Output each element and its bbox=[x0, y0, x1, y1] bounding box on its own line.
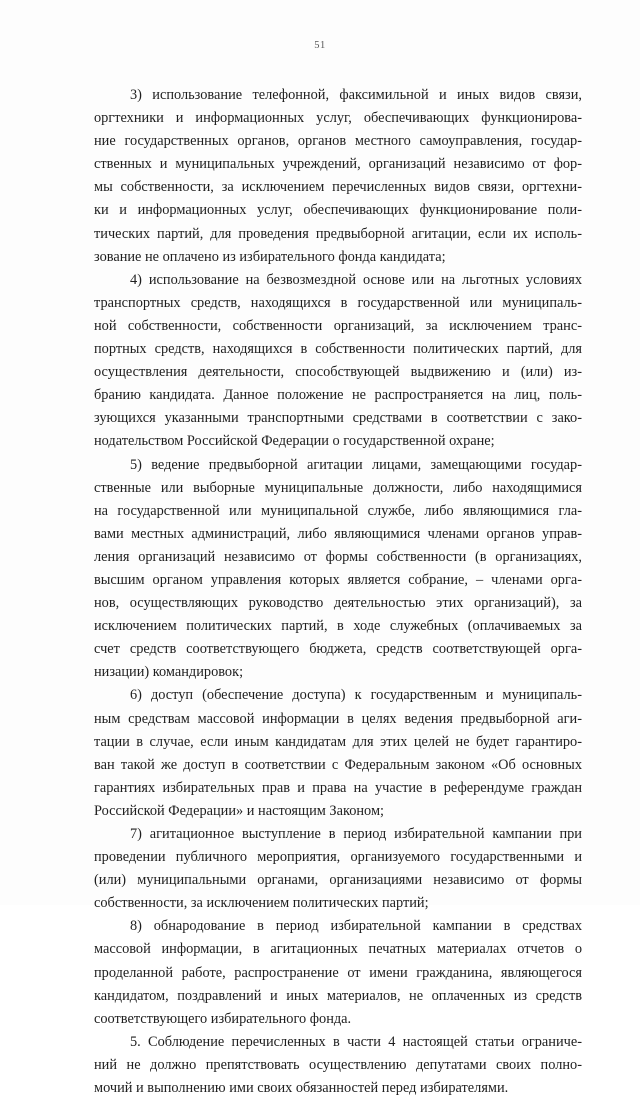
text-line: транспортных средств, находящихся в государственной или муниципаль- bbox=[94, 294, 582, 311]
paragraph-item-7 bbox=[94, 823, 582, 915]
paragraph-item-5 bbox=[94, 454, 582, 685]
text-line: исключением политических партий, в ходе служебных (оплачиваемых за bbox=[94, 618, 582, 635]
text-line: счет средств соответствующего бюджета, средств соответствующей орга- bbox=[94, 641, 582, 658]
paragraph-item-3 bbox=[94, 84, 582, 269]
text-line: тических партий, для проведения предвыборной агитации, если их исполь- bbox=[94, 225, 582, 242]
text-line: тации в случае, если иным кандидатам для этих целей не будет гарантиро- bbox=[94, 733, 582, 750]
text-line: ной собственности, собственности организаций, за исключением транс- bbox=[94, 317, 582, 334]
text-line: высшим органом управления которых является собрание, – членами орга- bbox=[94, 571, 582, 588]
text-line: 4) использование на безвозмездной основе или на льготных условиях bbox=[130, 271, 582, 288]
paragraph-item-8 bbox=[94, 915, 582, 1030]
text-line: кандидатом, поздравлений и иных материалов, не оплаченных из средств bbox=[94, 987, 582, 1004]
text-line: собственности, за исключением политических партий; bbox=[94, 895, 429, 912]
text-line: ние государственных органов, органов местного самоуправления, государ- bbox=[94, 133, 582, 150]
page-number: 51 bbox=[314, 40, 326, 51]
text-line: проделанной работе, распространение от имени гражданина, являющегося bbox=[94, 964, 582, 981]
text-line: ван такой же доступ в соответствии с Федеральным законом «Об основных bbox=[94, 756, 582, 773]
text-line: ным средствам массовой информации в целях ведения предвыборной аги- bbox=[94, 710, 582, 727]
text-line: зующихся указанными транспортными средствами в соответствии с зако- bbox=[94, 410, 582, 427]
text-line: мы собственности, за исключением перечисленных видов связи, оргтехни- bbox=[94, 179, 582, 196]
text-line: ственные или выборные муниципальные должности, либо находящимися bbox=[94, 479, 582, 496]
text-line: ственных и муниципальных учреждений, организаций независимо от фор- bbox=[94, 156, 582, 173]
text-line: на государственной или муниципальной службе, либо являющимися гла- bbox=[94, 502, 582, 519]
text-line: 8) обнародование в период избирательной кампании в средствах bbox=[130, 918, 582, 935]
document-body bbox=[94, 84, 582, 1100]
text-line: вами местных администраций, либо являющимися членами органов управ- bbox=[94, 525, 582, 542]
paragraph-item-4 bbox=[94, 269, 582, 454]
text-line: 7) агитационное выступление в период избирательной кампании при bbox=[130, 826, 582, 842]
text-line: 5. Соблюдение перечисленных в части 4 настоящей статьи ограниче- bbox=[130, 1033, 582, 1050]
text-line: массовой информации, в агитационных печатных материалах отчетов о bbox=[94, 941, 582, 958]
text-line: нодательством Российской Федерации о государственной охране; bbox=[94, 433, 495, 450]
text-line: портных средств, находящихся в собственности политических партий, для bbox=[94, 341, 582, 358]
text-line: ления организаций независимо от формы собственности (в организациях, bbox=[94, 548, 582, 565]
paragraph-item-6 bbox=[94, 684, 582, 823]
text-line: оргтехники и информационных услуг, обеспечивающих функционирова- bbox=[94, 110, 582, 127]
text-line: 6) доступ (обеспечение доступа) к государственным и муниципаль- bbox=[130, 687, 582, 704]
text-line: бранию кандидата. Данное положение не распространяется на лиц, поль- bbox=[94, 387, 582, 404]
text-line: низации) командировок; bbox=[94, 664, 244, 681]
text-line: мочий и выполнению ими своих обязанностей перед избирателями. bbox=[94, 1080, 509, 1097]
text-line: нов, осуществляющих руководство деятельностью этих организаций), за bbox=[94, 595, 582, 612]
text-line: соответствующего избирательного фонда. bbox=[94, 1010, 352, 1027]
text-line: зование не оплачено из избирательного фонда кандидата; bbox=[94, 248, 446, 265]
text-line: проведении публичного мероприятия, организуемого государственными и bbox=[94, 849, 582, 866]
text-line: ки и информационных услуг, обеспечивающих функционирование поли- bbox=[94, 202, 582, 219]
paragraph-part-5 bbox=[94, 1031, 582, 1100]
text-line: 5) ведение предвыборной агитации лицами, замещающими государ- bbox=[130, 456, 582, 473]
text-line: 3) использование телефонной, факсимильной и иных видов связи, bbox=[130, 87, 582, 103]
text-line: осуществления деятельности, способствующей выдвижению и (или) из- bbox=[94, 364, 582, 381]
text-line: (или) муниципальными органами, организациями независимо от формы bbox=[94, 872, 582, 889]
text-line: гарантиях избирательных прав и права на участие в референдуме граждан bbox=[94, 779, 582, 796]
text-line: Российской Федерации» и настоящим Законом; bbox=[94, 802, 385, 819]
text-line: ний не должно препятствовать осуществлению депутатами своих полно- bbox=[94, 1056, 582, 1073]
